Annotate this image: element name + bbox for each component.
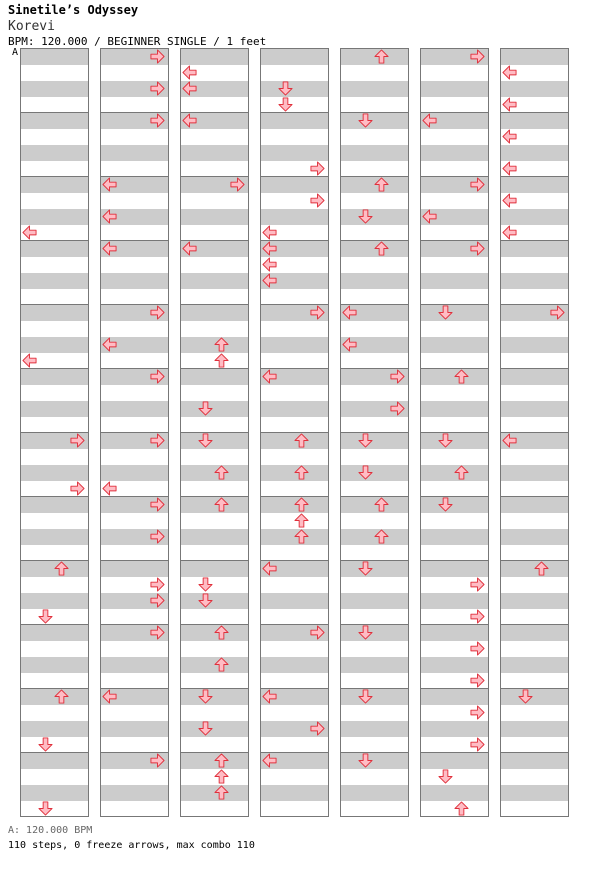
step-arrow-left <box>262 257 277 272</box>
beat-band <box>341 209 408 225</box>
chart-column <box>180 48 248 816</box>
beat-band <box>501 465 568 481</box>
beat-band <box>501 593 568 609</box>
step-arrow-down <box>198 721 213 736</box>
measure <box>20 112 89 177</box>
footer-stats: 110 steps, 0 freeze arrows, max combo 110 <box>8 840 255 851</box>
beat-band <box>21 625 88 641</box>
beat-band <box>341 81 408 97</box>
measure <box>20 48 89 113</box>
measure <box>20 368 89 433</box>
step-arrow-right <box>230 177 245 192</box>
beat-band <box>501 337 568 353</box>
beat-band <box>21 145 88 161</box>
step-arrow-left <box>102 209 117 224</box>
measure <box>180 688 249 753</box>
step-arrow-left <box>102 481 117 496</box>
step-arrow-left <box>262 561 277 576</box>
step-arrow-left <box>262 241 277 256</box>
beat-band <box>341 689 408 705</box>
beat-band <box>341 593 408 609</box>
step-arrow-right <box>470 49 485 64</box>
step-arrow-left <box>182 113 197 128</box>
step-arrow-up <box>54 561 69 576</box>
beat-band <box>421 625 488 641</box>
step-arrow-up <box>214 625 229 640</box>
beat-band <box>261 145 328 161</box>
step-arrow-left <box>262 689 277 704</box>
beat-band <box>421 529 488 545</box>
step-arrow-up <box>214 337 229 352</box>
step-arrow-right <box>150 497 165 512</box>
beat-band <box>501 273 568 289</box>
beat-band <box>421 305 488 321</box>
measure <box>260 48 329 113</box>
step-arrow-right <box>390 401 405 416</box>
measure <box>500 240 569 305</box>
beat-band <box>501 689 568 705</box>
step-arrow-down <box>358 465 373 480</box>
beat-band <box>21 209 88 225</box>
step-arrow-left <box>262 369 277 384</box>
step-arrow-down <box>438 433 453 448</box>
beat-band <box>341 273 408 289</box>
step-arrow-right <box>70 481 85 496</box>
beat-band <box>341 561 408 577</box>
step-arrow-down <box>198 593 213 608</box>
measure <box>180 368 249 433</box>
beat-band <box>261 209 328 225</box>
step-arrow-left <box>262 225 277 240</box>
beat-band <box>101 401 168 417</box>
beat-band <box>21 465 88 481</box>
step-arrow-left <box>502 433 517 448</box>
beat-band <box>341 721 408 737</box>
step-arrow-right <box>470 241 485 256</box>
beat-band <box>501 753 568 769</box>
beat-band <box>21 785 88 801</box>
step-arrow-right <box>150 49 165 64</box>
beat-band <box>101 465 168 481</box>
beat-band <box>21 81 88 97</box>
beat-band <box>261 593 328 609</box>
song-title: Sinetile’s Odyssey <box>8 3 139 17</box>
step-arrow-left <box>262 753 277 768</box>
step-arrow-down <box>358 561 373 576</box>
step-arrow-right <box>150 529 165 544</box>
step-arrow-up <box>374 177 389 192</box>
step-arrow-down <box>518 689 533 704</box>
step-arrow-down <box>358 113 373 128</box>
step-arrow-down <box>358 625 373 640</box>
step-arrow-left <box>502 97 517 112</box>
beat-band <box>341 465 408 481</box>
step-arrow-right <box>150 433 165 448</box>
step-arrow-right <box>470 609 485 624</box>
beat-band <box>261 81 328 97</box>
chart-info: BPM: 120.000 / BEGINNER SINGLE / 1 feet <box>8 35 267 48</box>
measure <box>20 240 89 305</box>
step-arrow-left <box>422 209 437 224</box>
step-arrow-right <box>150 369 165 384</box>
beat-band <box>181 145 248 161</box>
measure <box>340 624 409 689</box>
beat-band <box>181 593 248 609</box>
step-arrow-right <box>550 305 565 320</box>
beat-band <box>261 177 328 193</box>
beat-band <box>101 273 168 289</box>
beat-band <box>181 561 248 577</box>
step-arrow-left <box>502 225 517 240</box>
beat-band <box>21 657 88 673</box>
step-arrow-right <box>150 753 165 768</box>
step-arrow-left <box>342 337 357 352</box>
step-arrow-up <box>294 433 309 448</box>
step-arrow-right <box>390 369 405 384</box>
step-arrow-right <box>310 193 325 208</box>
beat-band <box>421 689 488 705</box>
step-arrow-down <box>358 433 373 448</box>
beat-band <box>181 721 248 737</box>
beat-band <box>261 401 328 417</box>
beat-band <box>421 785 488 801</box>
step-arrow-down <box>198 401 213 416</box>
step-arrow-up <box>294 529 309 544</box>
step-arrow-left <box>502 65 517 80</box>
step-arrow-down <box>278 97 293 112</box>
step-arrow-down <box>438 305 453 320</box>
beat-band <box>341 145 408 161</box>
measure <box>340 112 409 177</box>
step-arrow-down <box>198 689 213 704</box>
beat-band <box>101 561 168 577</box>
bpm-marker: A <box>12 47 19 58</box>
beat-band <box>501 369 568 385</box>
step-arrow-left <box>102 241 117 256</box>
step-arrow-right <box>150 81 165 96</box>
chart-column <box>420 48 488 816</box>
step-arrow-left <box>102 337 117 352</box>
beat-band <box>21 177 88 193</box>
beat-band <box>421 561 488 577</box>
step-arrow-up <box>54 689 69 704</box>
step-arrow-right <box>310 161 325 176</box>
step-arrow-right <box>150 305 165 320</box>
beat-band <box>341 657 408 673</box>
beat-band <box>501 113 568 129</box>
beat-band <box>421 721 488 737</box>
step-arrow-down <box>358 689 373 704</box>
step-arrow-left <box>102 689 117 704</box>
beat-band <box>21 369 88 385</box>
measure <box>500 624 569 689</box>
beat-band <box>101 657 168 673</box>
beat-band <box>181 433 248 449</box>
beat-band <box>101 721 168 737</box>
beat-band <box>421 401 488 417</box>
step-arrow-right <box>470 673 485 688</box>
step-arrow-left <box>502 161 517 176</box>
step-arrow-right <box>470 705 485 720</box>
step-arrow-down <box>438 497 453 512</box>
step-arrow-up <box>454 465 469 480</box>
beat-band <box>181 273 248 289</box>
beat-band <box>261 337 328 353</box>
beat-band <box>21 241 88 257</box>
footer-bpm: A: 120.000 BPM <box>8 825 93 836</box>
measure <box>500 752 569 817</box>
step-arrow-left <box>182 81 197 96</box>
measure <box>340 752 409 817</box>
beat-band <box>421 273 488 289</box>
beat-band <box>21 305 88 321</box>
step-arrow-right <box>310 305 325 320</box>
song-artist: Korevi <box>8 19 55 34</box>
beat-band <box>181 689 248 705</box>
beat-band <box>501 529 568 545</box>
step-arrow-left <box>22 225 37 240</box>
beat-band <box>501 497 568 513</box>
beat-band <box>341 785 408 801</box>
step-arrow-up <box>374 529 389 544</box>
step-arrow-left <box>102 177 117 192</box>
chart-column <box>20 48 88 816</box>
beat-band <box>501 401 568 417</box>
step-arrow-left <box>502 129 517 144</box>
chart-column <box>100 48 168 816</box>
step-arrow-up <box>374 497 389 512</box>
measure <box>340 560 409 625</box>
step-arrow-down <box>358 209 373 224</box>
beat-band <box>421 753 488 769</box>
step-arrow-right <box>150 577 165 592</box>
beat-band <box>21 753 88 769</box>
step-arrow-left <box>182 65 197 80</box>
beat-band <box>261 49 328 65</box>
beat-band <box>501 81 568 97</box>
step-arrow-left <box>502 193 517 208</box>
chart-column <box>500 48 568 816</box>
measure <box>420 304 489 369</box>
step-arrow-up <box>534 561 549 576</box>
beat-band <box>261 113 328 129</box>
step-arrow-down <box>38 609 53 624</box>
step-arrow-left <box>262 273 277 288</box>
step-arrow-right <box>310 721 325 736</box>
step-arrow-down <box>358 753 373 768</box>
step-arrow-up <box>214 353 229 368</box>
step-arrow-left <box>182 241 197 256</box>
step-arrow-up <box>214 465 229 480</box>
step-arrow-down <box>38 737 53 752</box>
step-arrow-up <box>294 497 309 512</box>
measure <box>180 560 249 625</box>
beat-band <box>341 433 408 449</box>
step-arrow-up <box>374 49 389 64</box>
step-arrow-right <box>150 113 165 128</box>
chart-column <box>260 48 328 816</box>
measure <box>500 496 569 561</box>
beat-band <box>501 177 568 193</box>
beat-band <box>261 785 328 801</box>
beat-band <box>181 305 248 321</box>
beat-band <box>181 369 248 385</box>
step-arrow-up <box>294 465 309 480</box>
step-arrow-down <box>198 577 213 592</box>
beat-band <box>421 337 488 353</box>
beat-band <box>21 113 88 129</box>
step-arrow-right <box>470 641 485 656</box>
step-arrow-right <box>310 625 325 640</box>
beat-band <box>421 497 488 513</box>
beat-band <box>21 273 88 289</box>
beat-band <box>501 49 568 65</box>
step-arrow-up <box>454 369 469 384</box>
step-arrow-down <box>38 801 53 816</box>
beat-band <box>501 241 568 257</box>
measure <box>500 368 569 433</box>
beat-band <box>21 593 88 609</box>
beat-band <box>341 625 408 641</box>
beat-band <box>181 529 248 545</box>
step-arrow-up <box>214 497 229 512</box>
step-arrow-right <box>70 433 85 448</box>
beat-band <box>501 657 568 673</box>
beat-band <box>341 753 408 769</box>
beat-band <box>421 145 488 161</box>
beat-band <box>421 657 488 673</box>
beat-band <box>21 49 88 65</box>
beat-band <box>21 401 88 417</box>
step-arrow-up <box>454 801 469 816</box>
beat-band <box>21 337 88 353</box>
step-arrow-right <box>470 177 485 192</box>
step-arrow-left <box>422 113 437 128</box>
step-arrow-right <box>470 737 485 752</box>
step-arrow-up <box>214 657 229 672</box>
beat-band <box>181 401 248 417</box>
step-arrow-left <box>22 353 37 368</box>
beat-band <box>101 145 168 161</box>
measure <box>20 624 89 689</box>
beat-band <box>21 529 88 545</box>
measure <box>340 688 409 753</box>
step-arrow-up <box>214 769 229 784</box>
beat-band <box>421 433 488 449</box>
step-arrow-right <box>470 577 485 592</box>
beat-band <box>501 785 568 801</box>
step-arrow-up <box>214 753 229 768</box>
step-arrow-down <box>198 433 213 448</box>
measure <box>500 688 569 753</box>
step-arrow-right <box>150 593 165 608</box>
step-arrow-left <box>342 305 357 320</box>
step-arrow-down <box>438 769 453 784</box>
beat-band <box>421 81 488 97</box>
measure <box>20 752 89 817</box>
step-arrow-up <box>294 513 309 528</box>
chart-column <box>340 48 408 816</box>
step-arrow-up <box>214 785 229 800</box>
measure <box>420 496 489 561</box>
beat-band <box>261 657 328 673</box>
step-arrow-down <box>278 81 293 96</box>
beat-band <box>421 593 488 609</box>
step-arrow-up <box>374 241 389 256</box>
measure <box>20 496 89 561</box>
beat-band <box>181 209 248 225</box>
beat-band <box>501 625 568 641</box>
beat-band <box>501 145 568 161</box>
beat-band <box>101 785 168 801</box>
beat-band <box>21 721 88 737</box>
beat-band <box>181 49 248 65</box>
measure <box>340 432 409 497</box>
beat-band <box>21 497 88 513</box>
beat-band <box>501 209 568 225</box>
step-arrow-right <box>150 625 165 640</box>
beat-band <box>501 721 568 737</box>
beat-band <box>341 113 408 129</box>
